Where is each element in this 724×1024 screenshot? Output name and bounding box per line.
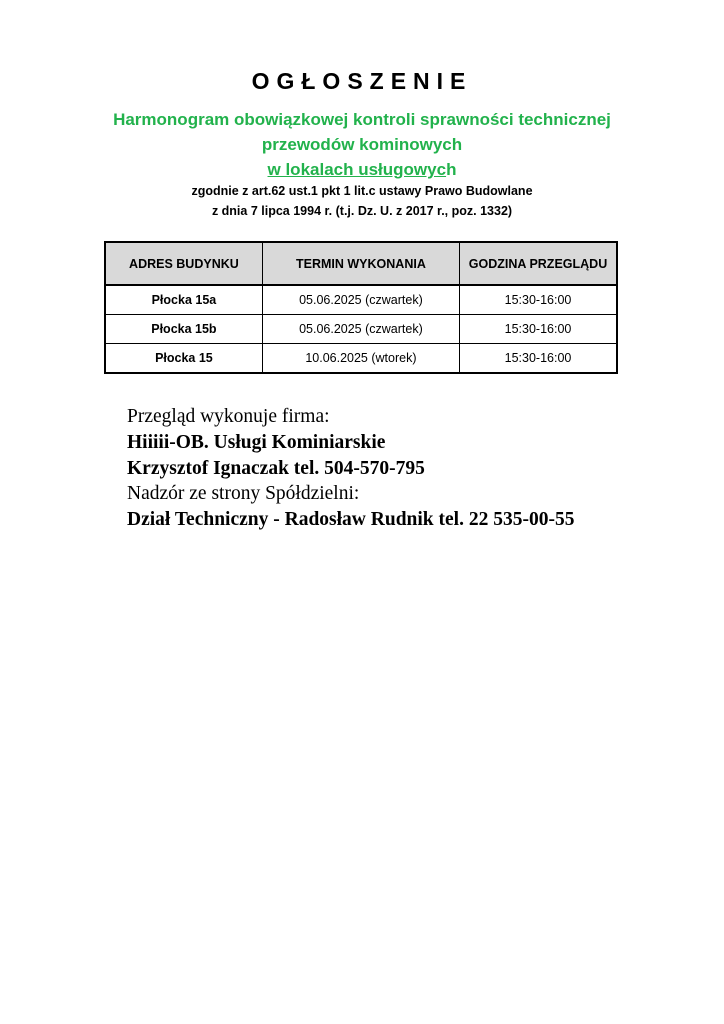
page-title: OGŁOSZENIE xyxy=(251,68,473,94)
row-address: Płocka 15 xyxy=(105,344,262,374)
contractor-intro: Przegląd wykonuje firma: xyxy=(127,406,330,427)
column-header-address: ADRES BUDYNKU xyxy=(105,242,262,285)
supervision-contact: Dział Techniczny - Radosław Rudnik tel. 22 535-00-55 xyxy=(127,509,575,531)
legal-basis-line-2: z dnia 7 lipca 1994 r. (t.j. Dz. U. z 2017 r., poz. 1332) xyxy=(211,204,513,218)
column-header-time: GODZINA PRZEGLĄDU xyxy=(460,242,617,285)
schedule-heading-line-2: przewodów kominowych xyxy=(261,135,463,154)
table-row xyxy=(105,315,617,344)
row-address: Płocka 15a xyxy=(105,285,262,315)
legal-basis-line-1: zgodnie z art.62 ust.1 pkt 1 lit.c ustawy Prawo Budowlane xyxy=(191,184,533,198)
contractor-company: Hiiiii-OB. Usługi Kominiarskie xyxy=(127,431,386,453)
column-header-date: TERMIN WYKONANIA xyxy=(262,242,459,285)
table-row xyxy=(105,344,617,374)
row-date: 10.06.2025 (wtorek) xyxy=(262,344,459,374)
row-date: 05.06.2025 (czwartek) xyxy=(262,285,459,315)
row-time: 15:30-16:00 xyxy=(460,315,617,344)
contractor-contact: Krzysztof Ignaczak tel. 504-570-795 xyxy=(127,457,425,479)
schedule-heading-tail: h xyxy=(446,160,457,179)
table-row xyxy=(105,285,617,315)
schedule-heading-line-1: Harmonogram obowiązkowej kontroli sprawności technicznej xyxy=(113,110,611,129)
contact-info xyxy=(127,404,574,533)
row-date: 05.06.2025 (czwartek) xyxy=(262,315,459,344)
row-time: 15:30-16:00 xyxy=(460,285,617,315)
schedule-heading-underlined: w lokalach usługowyc xyxy=(267,160,447,179)
schedule-table xyxy=(104,241,618,374)
table-header-row xyxy=(105,242,617,285)
supervision-intro: Nadzór ze strony Spółdzielni: xyxy=(127,483,360,505)
row-address: Płocka 15b xyxy=(105,315,262,344)
schedule-heading-line-3 xyxy=(0,160,724,180)
row-time: 15:30-16:00 xyxy=(460,344,617,374)
